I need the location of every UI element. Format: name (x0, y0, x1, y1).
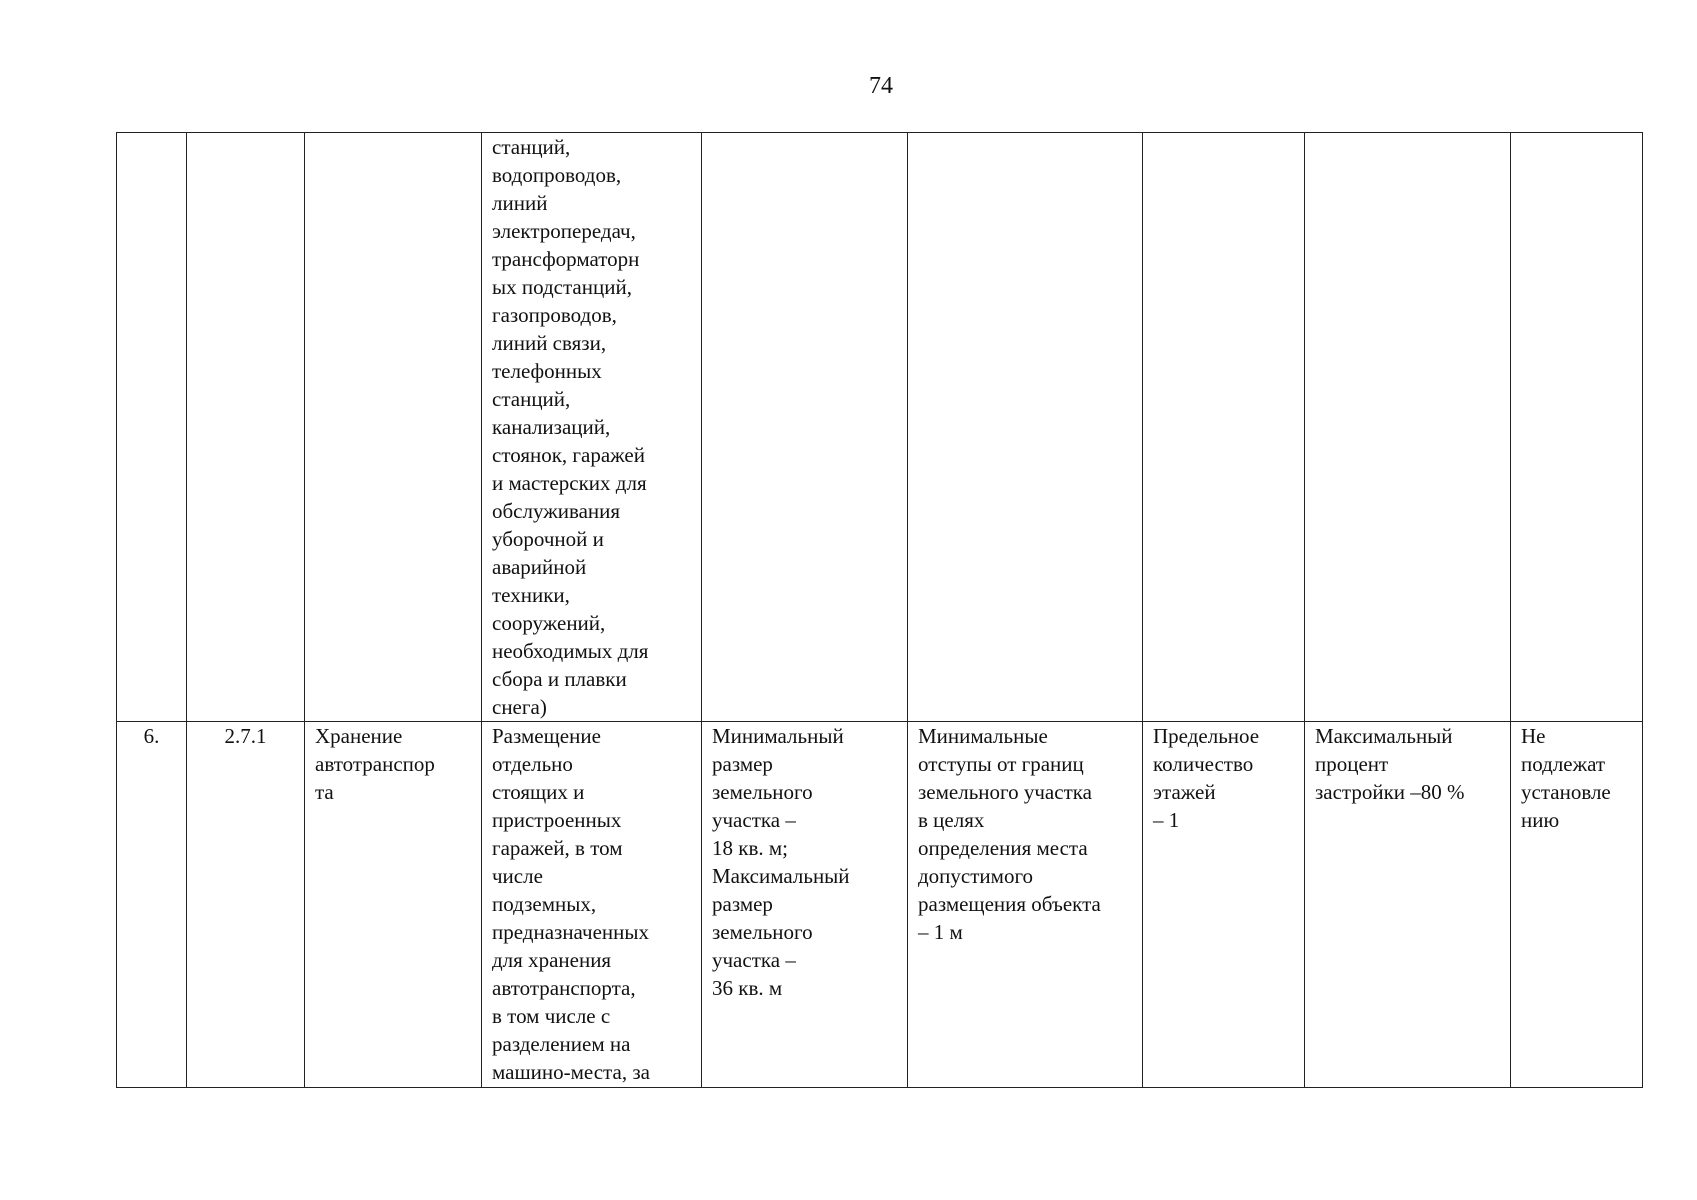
cell-floors (1143, 133, 1305, 722)
cell-other (1511, 722, 1643, 1088)
text-line: газопроводов, (492, 303, 617, 327)
page-number: 74 (869, 73, 893, 99)
text-line: этажей (1153, 780, 1216, 804)
text-line: в том числе с (492, 1004, 611, 1028)
text-line: установле (1521, 780, 1611, 804)
text-line: 18 кв. м; (712, 836, 788, 860)
regulations-table (116, 132, 1643, 1088)
cell-code: 2.7.1 (187, 722, 305, 1088)
cell-coverage (1305, 722, 1511, 1088)
text-line: подземных, (492, 892, 597, 916)
text-line: гаражей, в том (492, 836, 623, 860)
cell-coverage (1305, 133, 1511, 722)
text-line: станций, (492, 135, 571, 159)
text-line: сбора и плавки (492, 667, 627, 691)
cell-setbacks (908, 722, 1143, 1088)
text-line: участка – (712, 948, 796, 972)
cell-code (187, 133, 305, 722)
text-line: размер (712, 892, 773, 916)
cell-number (117, 133, 187, 722)
text-line: машино-места, за (492, 1060, 650, 1084)
cell-use-type (305, 133, 482, 722)
text-line: необходимых для (492, 639, 649, 663)
text-line: земельного (712, 780, 813, 804)
text-line: та (315, 780, 334, 804)
cell-other (1511, 133, 1643, 722)
text-line: линий (492, 191, 548, 215)
text-line: 36 кв. м (712, 976, 783, 1000)
cell-plot-size (702, 133, 908, 722)
text-line: застройки –80 % (1315, 780, 1465, 804)
text-line: стоящих и (492, 780, 585, 804)
cell-plot-size (702, 722, 908, 1088)
text-line: процент (1315, 752, 1389, 776)
table-row (117, 722, 1643, 1088)
cell-number: 6. (117, 722, 187, 1088)
text-line: подлежат (1521, 752, 1606, 776)
text-line: Размещение (492, 724, 601, 748)
text-line: телефонных (492, 359, 602, 383)
text-line: и мастерских для (492, 471, 647, 495)
text-line: канализаций, (492, 415, 611, 439)
text-line: трансформаторн (492, 247, 640, 271)
text-line: для хранения (492, 948, 612, 972)
cell-description (482, 133, 702, 722)
text-line: отступы от границ (918, 752, 1084, 776)
text-line: автотранспор (315, 752, 435, 776)
text-line: пристроенных (492, 808, 622, 832)
text-line: участка – (712, 808, 796, 832)
text-line: – 1 (1153, 808, 1180, 832)
cell-description (482, 722, 702, 1088)
cell-setbacks (908, 133, 1143, 722)
cell-floors (1143, 722, 1305, 1088)
text-line: числе (492, 864, 543, 888)
text-line: Хранение (315, 724, 403, 748)
text-line: стоянок, гаражей (492, 443, 645, 467)
text-line: ых подстанций, (492, 275, 632, 299)
text-line: электропередач, (492, 219, 636, 243)
text-line: размещения объекта (918, 892, 1101, 916)
text-line: Предельное (1153, 724, 1260, 748)
text-line: уборочной и (492, 527, 604, 551)
text-line: отдельно (492, 752, 573, 776)
text-line: аварийной (492, 555, 587, 579)
text-line: нию (1521, 808, 1560, 832)
text-line: водопроводов, (492, 163, 622, 187)
text-line: Минимальные (918, 724, 1048, 748)
text-line: разделением на (492, 1032, 631, 1056)
text-line: в целях (918, 808, 985, 832)
text-line: – 1 м (918, 920, 963, 944)
text-line: техники, (492, 583, 570, 607)
cell-use-type (305, 722, 482, 1088)
text-line: станций, (492, 387, 571, 411)
text-line: определения места (918, 836, 1088, 860)
text-line: автотранспорта, (492, 976, 636, 1000)
text-line: снега) (492, 695, 547, 719)
text-line: земельного (712, 920, 813, 944)
text-line: сооружений, (492, 611, 606, 635)
text-line: количество (1153, 752, 1254, 776)
text-line: Не (1521, 724, 1546, 748)
text-line: Максимальный (1315, 724, 1453, 748)
text-line: размер (712, 752, 773, 776)
text-line: предназначенных (492, 920, 650, 944)
table-row-continuation (117, 133, 1643, 722)
text-line: обслуживания (492, 499, 621, 523)
text-line: допустимого (918, 864, 1034, 888)
text-line: земельного участка (918, 780, 1092, 804)
text-line: Минимальный (712, 724, 844, 748)
text-line: Максимальный (712, 864, 850, 888)
text-line: линий связи, (492, 331, 607, 355)
